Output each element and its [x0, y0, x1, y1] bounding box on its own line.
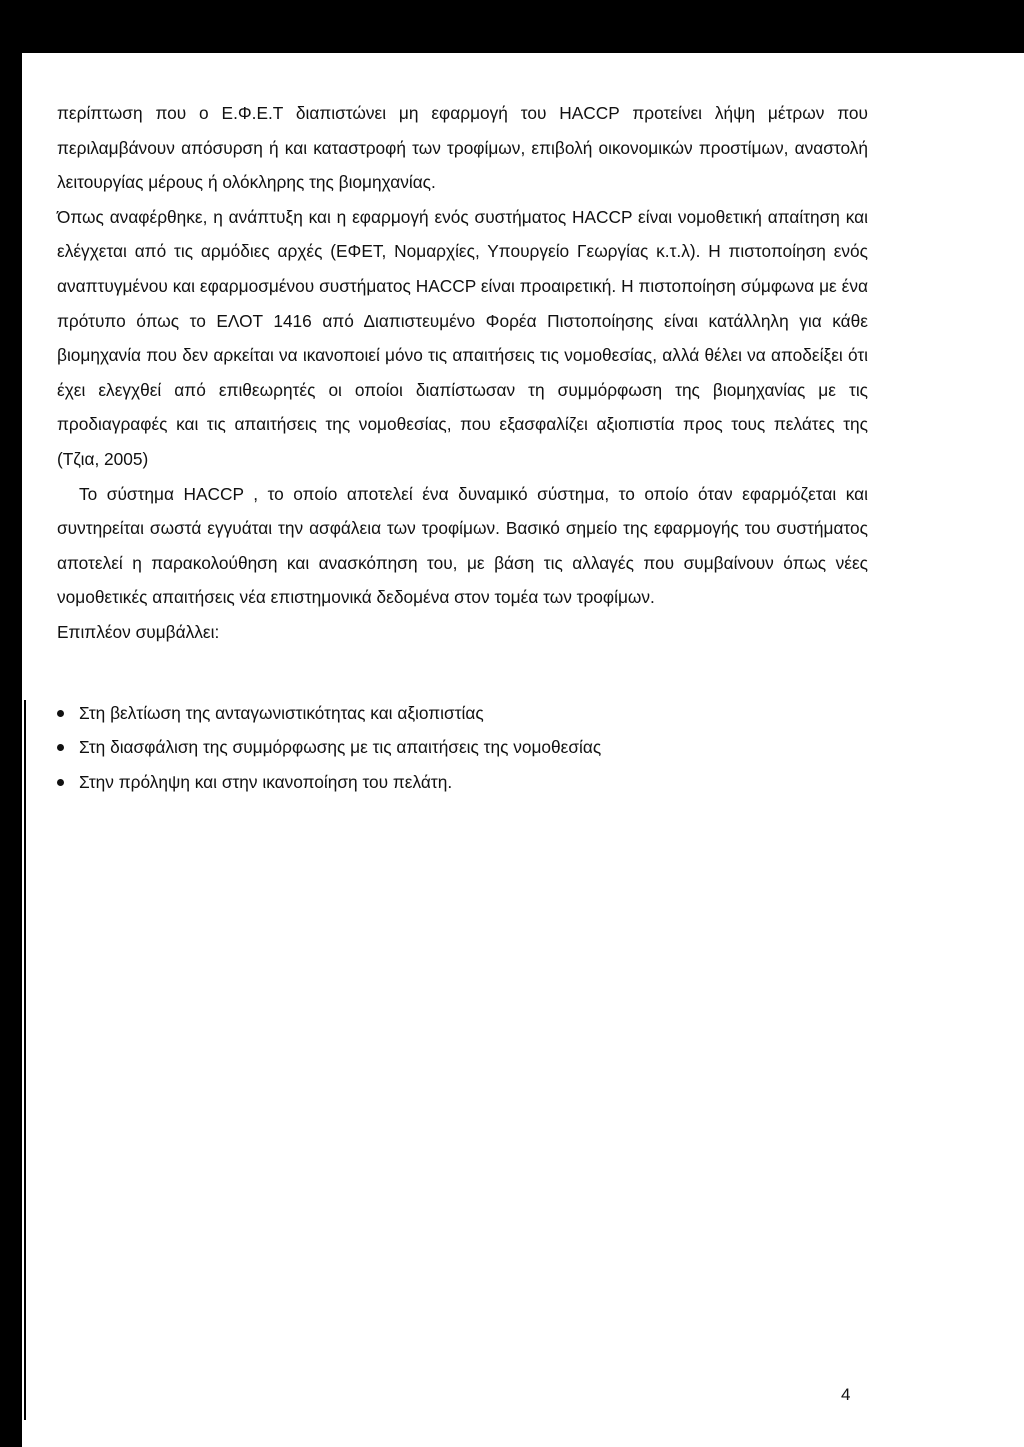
bullet-icon [57, 744, 64, 751]
list-item [57, 730, 868, 765]
document-body [57, 96, 868, 799]
list-item-text: Στην πρόληψη και στην ικανοποίηση του πελάτη. [79, 771, 453, 792]
page-number: 4 [841, 1385, 851, 1404]
paragraph-haccp-system: Το σύστημα HACCP , το οποίο αποτελεί ένα δυναμικό σύστημα, το οποίο όταν εφαρμόζεται και συντηρείται σωστά εγγυάται την ασφάλεια των τροφίμων. Βασικό σημείο της εφαρμογής του συστήματος αποτελεί η παρακολούθηση και ανασκόπηση του, με βάση τις αλλαγές που συμβαίνουν όπως νέες νομοθετικές απαιτήσεις νέα επιστημονικά δεδομένα στον τομέα των τροφίμων. [57, 483, 868, 608]
bullet-icon [57, 779, 64, 786]
benefits-list [57, 696, 868, 800]
list-item [57, 696, 868, 731]
list-item [57, 765, 868, 800]
margin-line [24, 700, 26, 1420]
list-item-text: Στη διασφάλιση της συμμόρφωσης με τις απαιτήσεις της νομοθεσίας [79, 737, 602, 758]
paragraph-contributes-intro: Επιπλέον συμβάλλει: [57, 621, 220, 642]
list-item-text: Στη βελτίωση της ανταγωνιστικότητας και αξιοπιστίας [79, 702, 484, 723]
bullet-icon [57, 710, 64, 717]
paragraph-enforcement: περίπτωση που ο Ε.Φ.Ε.Τ διαπιστώνει μη εφαρμογή του HACCP προτείνει λήψη μέτρων που περιλαμβάνουν απόσυρση ή και καταστροφή των τροφίμων, επιβολή οικονομικών προστίμων, αναστολή λειτουργίας μέρους ή ολόκληρης της βιομηχανίας. [57, 103, 868, 193]
paragraph-certification: Όπως αναφέρθηκε, η ανάπτυξη και η εφαρμογή ενός συστήματος HACCP είναι νομοθετική απαίτηση και ελέγχεται από τις αρμόδιες αρχές (ΕΦΕΤ, Νομαρχίες, Υπουργείο Γεωργίας κ.τ.λ). Η πιστοποίηση ενός αναπτυγμένου και εφαρμοσμένου συστήματος HACCP είναι προαιρετική. Η πιστοποίηση σύμφωνα με ένα πρότυπο όπως το ΕΛΟΤ 1416 από Διαπιστευμένο Φορέα Πιστοποίησης είναι κατάλληλη για κάθε βιομηχανία που δεν αρκείται να ικανοποιεί μόνο τις απαιτήσεις τις νομοθεσίας, αλλά θέλει να αποδείξει ότι έχει ελεγχθεί από επιθεωρητές οι οποίοι διαπίστωσαν τη συμμόρφωση της βιομηχανίας με τις προδιαγραφές και τις απαιτήσεις της νομοθεσίας, που εξασφαλίζει αξιοπιστία προς τους πελάτες της (Τζια, 2005) [57, 206, 868, 469]
